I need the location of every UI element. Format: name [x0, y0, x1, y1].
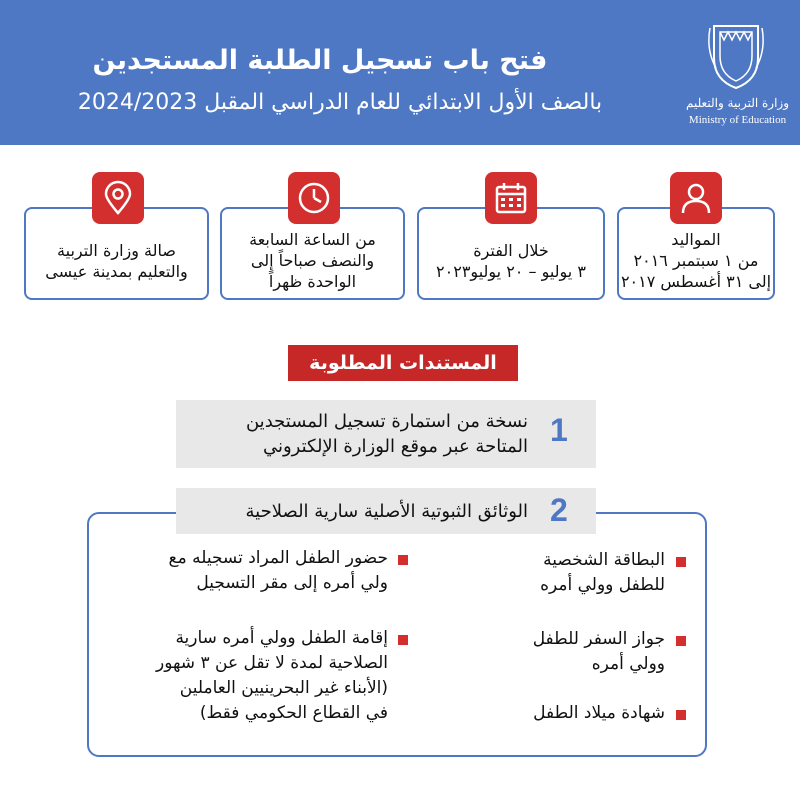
- bullet-line: (الأبناء غير البحرينيين العاملين: [179, 678, 388, 698]
- doc-item-1-line: المتاحة عبر موقع الوزارة الإلكتروني: [262, 436, 528, 457]
- person-icon: [670, 172, 722, 224]
- doc-item-1-number: 1: [550, 412, 568, 448]
- bullet-line: الصلاحية لمدة لا تقل عن ٣ شهور: [155, 653, 388, 673]
- bullet-marker: [676, 710, 686, 720]
- ministry-logo: [680, 20, 795, 130]
- card-line: المواليد: [671, 230, 721, 249]
- bullet-line: وولي أمره: [591, 654, 665, 674]
- bullet-passport: [470, 627, 665, 677]
- bullet-birth-certificate: [470, 701, 665, 726]
- bullet-line: البطاقة الشخصية: [543, 550, 665, 570]
- card-line: صالة وزارة التربية: [57, 240, 176, 260]
- card-line: ٣ يوليو – ٢٠ يوليو٢٠٢٣: [436, 261, 586, 281]
- card-line: والنصف صباحاً إلى: [250, 251, 375, 270]
- doc-item-1-text: [190, 409, 528, 459]
- bullet-child-attendance: [120, 546, 388, 596]
- required-documents-title: المستندات المطلوبة: [288, 345, 518, 381]
- page-subtitle: بالصف الأول الابتدائي للعام الدراسي المقبل 2024/2023: [77, 90, 603, 115]
- emblem-icon: [706, 20, 766, 92]
- location-pin-icon: [92, 172, 144, 224]
- header-banner: [0, 0, 800, 145]
- bullet-marker: [676, 636, 686, 646]
- card-line: والتعليم بمدينة عيسى: [45, 261, 188, 281]
- doc-item-2-text: الوثائق الثبوتية الأصلية سارية الصلاحية: [245, 501, 528, 522]
- doc-item-1-line: نسخة من استمارة تسجيل المستجدين: [245, 411, 528, 432]
- logo-english-text: Ministry of Education: [688, 114, 787, 126]
- bullet-marker: [676, 557, 686, 567]
- bullet-residency: [120, 626, 388, 726]
- bullet-line: إقامة الطفل وولي أمره سارية: [175, 628, 388, 648]
- card-line: من ١ سبتمبر ٢٠١٦: [633, 251, 759, 270]
- card-line: الواحدة ظهراً: [268, 272, 357, 291]
- bullet-marker: [398, 635, 408, 645]
- bullet-marker: [398, 555, 408, 565]
- bullet-line: في القطاع الحكومي فقط): [199, 703, 388, 723]
- bullet-id-card: [470, 548, 665, 598]
- page-title: فتح باب تسجيل الطلبة المستجدين: [92, 45, 548, 76]
- logo-arabic-text: وزارة التربية والتعليم: [685, 96, 790, 110]
- card-line: خلال الفترة: [473, 240, 549, 260]
- bullet-line: جواز السفر للطفل: [532, 629, 665, 649]
- doc-item-2-number: 2: [550, 492, 568, 528]
- card-line: من الساعة السابعة: [249, 230, 376, 249]
- bullet-line: للطفل وولي أمره: [540, 575, 665, 595]
- card-line: إلى ٣١ أغسطس ٢٠١٧: [620, 272, 772, 291]
- calendar-icon: [485, 172, 537, 224]
- bullet-line: شهادة ميلاد الطفل: [533, 703, 665, 723]
- clock-icon: [288, 172, 340, 224]
- bullet-line: حضور الطفل المراد تسجيله مع: [168, 548, 388, 568]
- bullet-line: ولي أمره إلى مقر التسجيل: [196, 573, 388, 593]
